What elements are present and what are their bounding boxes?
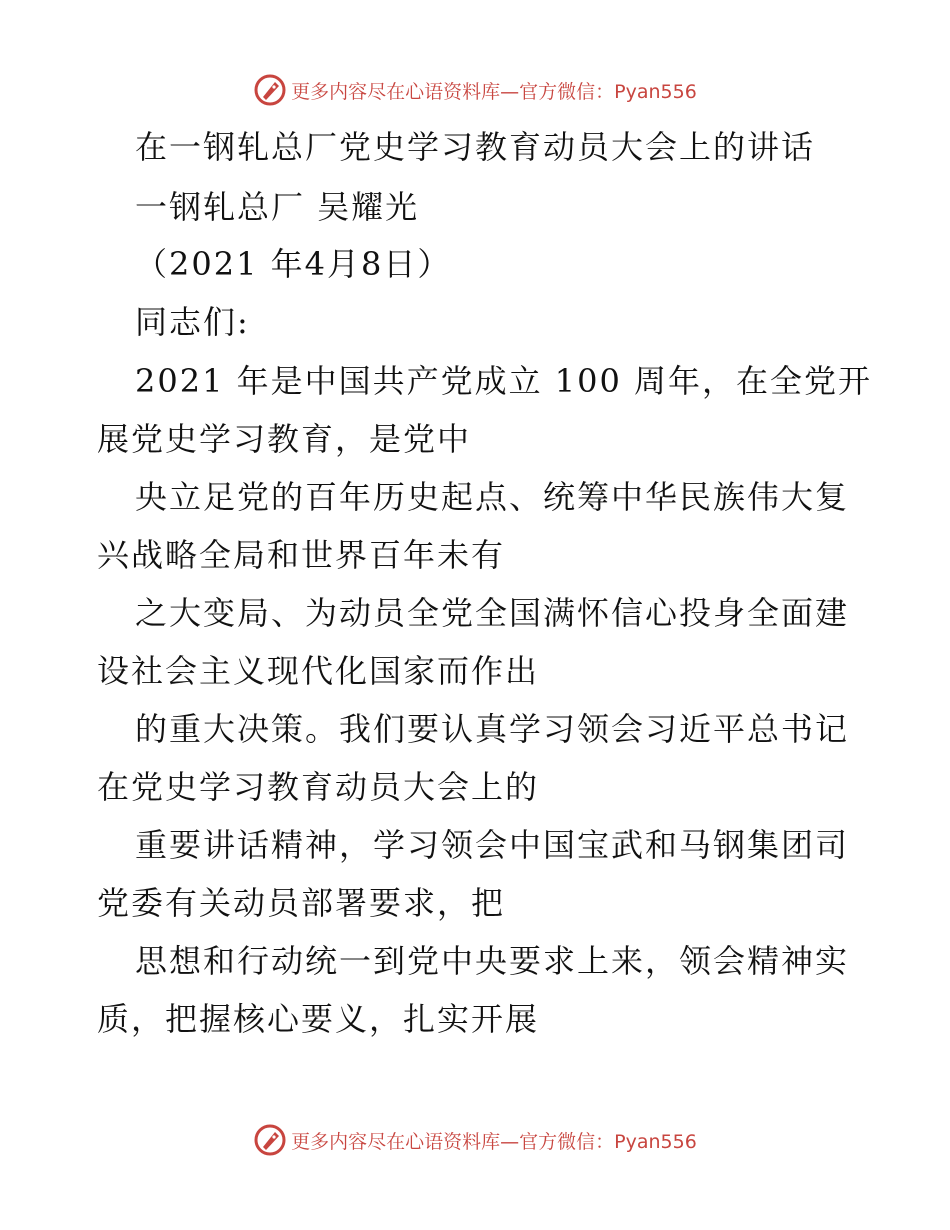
watermark-text: 更多内容尽在心语资料库—官方微信：Pyan556	[291, 80, 697, 103]
document-date: （2021 年4月8日）	[135, 245, 452, 283]
watermark-text: 更多内容尽在心语资料库—官方微信：Pyan556	[291, 1130, 697, 1153]
body-line: 质，把握核心要义，扎实开展	[97, 1000, 540, 1038]
footer-watermark	[0, 1120, 950, 1160]
body-line: 思想和行动统一到党中央要求上来，领会精神实	[135, 942, 850, 980]
body-line: 2021 年是中国共产党成立 100 周年，在全党开	[135, 362, 873, 400]
pen-nib-circle-icon	[253, 1123, 287, 1157]
body-line: 之大变局、为动员全党全国满怀信心投身全面建	[135, 594, 850, 632]
body-line: 兴战略全局和世界百年未有	[97, 536, 506, 574]
document-title: 在一钢轧总厂党史学习教育动员大会上的讲话	[135, 128, 816, 166]
body-line: 设社会主义现代化国家而作出	[97, 652, 540, 690]
body-line: 央立足党的百年历史起点、统筹中华民族伟大复	[135, 478, 850, 516]
salutation: 同志们:	[135, 303, 250, 341]
body-line: 重要讲话精神，学习领会中国宝武和马钢集团司	[135, 826, 850, 864]
body-line: 展党史学习教育，是党中	[97, 420, 472, 458]
document-author: 一钢轧总厂 吴耀光	[135, 188, 420, 226]
body-line: 的重大决策。我们要认真学习领会习近平总书记	[135, 710, 850, 748]
body-line: 在党史学习教育动员大会上的	[97, 768, 540, 806]
body-line: 党委有关动员部署要求，把	[97, 884, 506, 922]
